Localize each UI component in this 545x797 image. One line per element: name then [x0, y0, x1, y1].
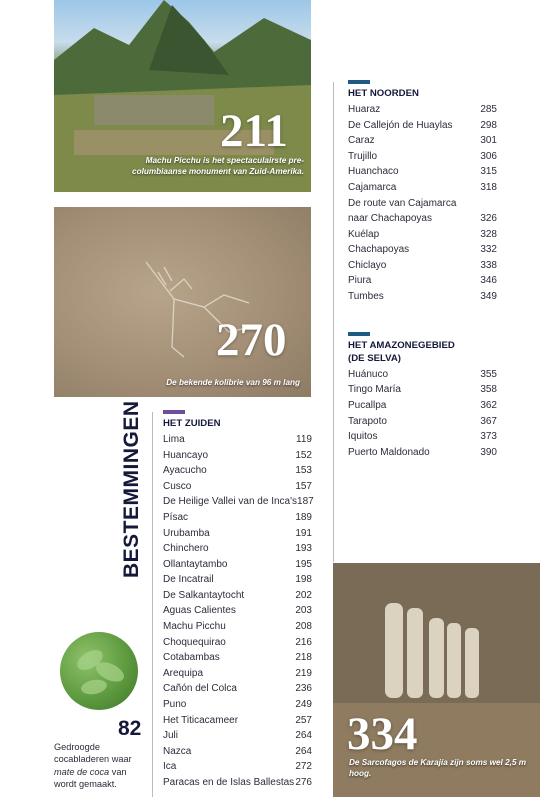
coca-caption-end: van wordt gemaakt. — [54, 766, 127, 790]
destination-name: Arequipa — [163, 667, 204, 679]
coca-leaves-photo — [60, 632, 138, 710]
destination-row — [163, 448, 312, 464]
photo-caption-karajia: De Sarcofagos de Karajía zijn soms wel 2,5 m hoog. — [349, 758, 527, 779]
destination-row — [348, 211, 497, 227]
destination-row — [163, 666, 312, 682]
destination-row — [163, 541, 312, 557]
destination-row — [163, 494, 312, 510]
destination-name: Huanchaco — [348, 166, 399, 178]
destination-page: 264 — [295, 745, 312, 757]
destination-name: Piura — [348, 275, 372, 287]
destination-page: 332 — [480, 244, 497, 256]
section-marker — [163, 410, 185, 414]
section-noorden — [348, 80, 497, 305]
destination-page: 189 — [295, 511, 312, 523]
destination-page: 301 — [480, 135, 497, 147]
destination-page: 355 — [480, 368, 497, 380]
destination-page: 195 — [295, 558, 312, 570]
vertical-title: BESTEMMINGEN — [120, 400, 143, 578]
destination-name: Aguas Calientes — [163, 605, 236, 617]
destination-row — [163, 619, 312, 635]
destination-row — [163, 463, 312, 479]
destination-page: 119 — [296, 433, 312, 445]
destination-page: 326 — [480, 213, 497, 225]
destination-row — [163, 744, 312, 760]
destination-name: Machu Picchu — [163, 621, 226, 633]
nazca-lines-photo — [54, 207, 311, 397]
destination-name: Lima — [163, 433, 185, 445]
destination-page: 203 — [295, 605, 312, 617]
destination-name: Nazca — [163, 745, 192, 757]
page-number-82: 82 — [118, 717, 142, 740]
destination-row — [163, 728, 312, 744]
destination-row — [163, 759, 312, 775]
destination-row — [348, 445, 497, 461]
destination-row — [163, 557, 312, 573]
destination-page: 328 — [480, 228, 497, 240]
destination-row — [163, 635, 312, 651]
section-title: HET NOORDEN — [348, 88, 419, 99]
destination-name: Ayacucho — [163, 465, 207, 477]
destination-row — [348, 273, 497, 289]
destination-page: 390 — [480, 446, 497, 458]
destination-name: Ollantaytambo — [163, 558, 228, 570]
section-amazone — [348, 332, 497, 460]
destination-name: Pucallpa — [348, 400, 387, 412]
destination-name: Huaraz — [348, 103, 381, 115]
destination-page: 249 — [295, 699, 312, 711]
destination-page: 157 — [295, 480, 312, 492]
destination-row — [163, 603, 312, 619]
coca-leaves-illustration — [60, 632, 138, 710]
destination-name: Juli — [163, 730, 179, 742]
destination-name: Puno — [163, 699, 187, 711]
destination-row — [163, 697, 312, 713]
destination-name: Huánuco — [348, 368, 389, 380]
destination-row — [163, 650, 312, 666]
destination-row — [163, 479, 312, 495]
destination-page: 152 — [295, 449, 312, 461]
destination-row — [348, 398, 497, 414]
destination-row — [348, 196, 497, 212]
destination-row — [163, 713, 312, 729]
destination-page: 285 — [480, 103, 497, 115]
section-title: HET ZUIDEN — [163, 418, 221, 429]
destination-name: Choquequirao — [163, 636, 226, 648]
destination-row — [348, 382, 497, 398]
destination-name: Chachapoyas — [348, 244, 410, 256]
destination-page: 191 — [295, 527, 312, 539]
destination-name: Tarapoto — [348, 415, 387, 427]
destination-row — [348, 227, 497, 243]
destination-name: Paracas en de Islas Ballestas — [163, 777, 295, 788]
destination-row — [163, 526, 312, 542]
destination-page: 216 — [295, 636, 312, 648]
destination-name: Ica — [163, 761, 177, 773]
destination-name: Cusco — [163, 480, 192, 492]
destination-page: 362 — [480, 400, 497, 412]
destination-page: 276 — [295, 777, 312, 788]
destination-name: Chinchero — [163, 543, 209, 555]
destination-row — [348, 133, 497, 149]
section-title-line1: HET AMAZONEGEBIED — [348, 340, 455, 351]
destination-page: 367 — [480, 415, 497, 427]
page-number-270: 270 — [216, 314, 287, 366]
destination-row — [348, 242, 497, 258]
destination-name: Cañón del Colca — [163, 683, 237, 695]
destination-page: 349 — [480, 291, 497, 303]
destination-page: 272 — [295, 761, 312, 773]
destination-row — [348, 102, 497, 118]
hummingbird-geoglyph-illustration — [54, 207, 311, 397]
photo-caption-nazca: De bekende kolibrie van 96 m lang — [166, 378, 300, 387]
destination-row — [348, 289, 497, 305]
destination-name: De Salkantaytocht — [163, 589, 245, 601]
divider-south — [152, 412, 153, 797]
destination-row — [163, 510, 312, 526]
destination-name: Tingo María — [348, 384, 401, 396]
destination-row — [348, 149, 497, 165]
destination-name: De Callejón de Huaylas — [348, 119, 453, 131]
destination-page: 315 — [480, 166, 497, 178]
destination-name: De route van Cajamarca — [348, 197, 457, 209]
destination-row — [163, 588, 312, 604]
destination-name: Tumbes — [348, 291, 384, 303]
photo-caption-machu: Machu Picchu is het spectaculairste pre-columbiaanse monument van Zuid-Amerika. — [132, 156, 304, 177]
destination-page: 346 — [480, 275, 497, 287]
destination-list — [348, 367, 497, 461]
destination-page: 202 — [295, 589, 312, 601]
destination-row — [348, 367, 497, 383]
destination-name: Puerto Maldonado — [348, 446, 430, 458]
coca-caption-start: Gedroogde cocabladeren waar — [54, 742, 132, 765]
section-marker — [348, 80, 370, 84]
destination-row — [163, 572, 312, 588]
page-number-211: 211 — [220, 105, 288, 157]
destination-name: De Incatrail — [163, 574, 214, 586]
section-title-line2: (DE SELVA) — [348, 352, 401, 364]
destination-name: Caraz — [348, 135, 375, 147]
destination-name: Huancayo — [163, 449, 209, 461]
destination-row — [348, 429, 497, 445]
destination-page: 218 — [295, 652, 312, 664]
destination-row — [348, 258, 497, 274]
machu-picchu-photo — [54, 0, 311, 192]
destination-page: 219 — [295, 667, 312, 679]
destination-row — [348, 180, 497, 196]
destination-name: Cajamarca — [348, 181, 397, 193]
karajia-photo — [333, 563, 540, 797]
destination-list — [163, 432, 312, 791]
destination-name: Písac — [163, 511, 189, 523]
coca-caption-emphasis: mate de coca — [54, 766, 110, 777]
section-zuiden — [163, 410, 312, 791]
destination-page: 264 — [295, 730, 312, 742]
destination-row — [348, 118, 497, 134]
destination-name: Het Titicacameer — [163, 714, 239, 726]
destination-name: naar Chachapoyas — [348, 213, 432, 225]
destination-name: Iquitos — [348, 431, 378, 443]
destination-page: 358 — [480, 384, 497, 396]
destination-page: 187 — [297, 496, 314, 508]
destination-name: Chiclayo — [348, 259, 387, 271]
destination-list — [348, 102, 497, 305]
destination-row — [163, 681, 312, 697]
destination-row — [348, 414, 497, 430]
destination-name: Kuélap — [348, 228, 380, 240]
destination-row — [163, 432, 312, 448]
section-marker — [348, 332, 370, 336]
destination-page: 193 — [295, 543, 312, 555]
destination-name: Cotabambas — [163, 652, 220, 664]
destination-name: Trujillo — [348, 150, 378, 162]
divider-north — [333, 82, 334, 562]
destination-page: 298 — [480, 119, 497, 131]
destination-name: Urubamba — [163, 527, 210, 539]
destination-page: 318 — [480, 181, 497, 193]
destination-page: 208 — [295, 621, 312, 633]
destination-row — [348, 164, 497, 180]
destination-page: 236 — [295, 683, 312, 695]
destination-page: 338 — [480, 259, 497, 271]
coca-caption — [54, 741, 149, 791]
destination-page: 198 — [295, 574, 312, 586]
destination-page: 306 — [480, 150, 497, 162]
page-number-334: 334 — [347, 708, 418, 760]
destination-page: 153 — [295, 465, 312, 477]
destination-page: 257 — [295, 714, 312, 726]
destination-page: 373 — [480, 431, 497, 443]
destination-name: De Heilige Vallei van de Inca's — [163, 496, 298, 508]
destination-row — [163, 775, 312, 791]
